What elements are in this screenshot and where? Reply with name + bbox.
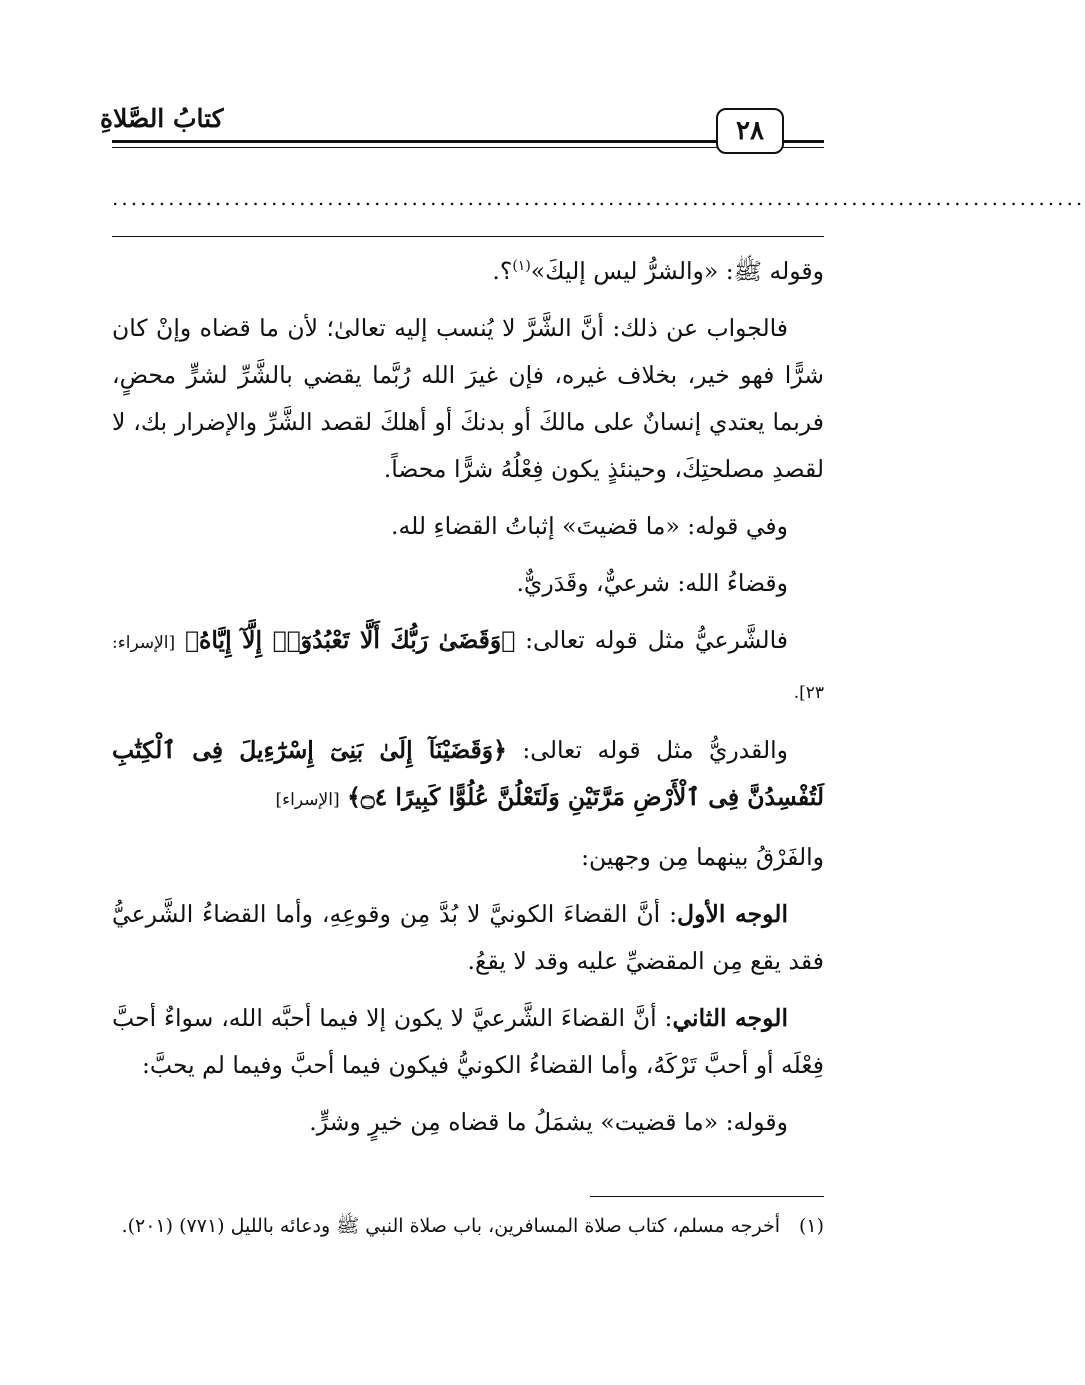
continuation-dots: ........................................................................................................ (112, 186, 1085, 210)
paragraph-5: فالشَّرعيُّ مثل قوله تعالى: ﴿وَقَضَىٰ رَبُّكَ أَلَّا تَعْبُدُوٓا۟ إِلَّآ إِيَّاهُ﴾ [الإسراء: ٢٣]. (112, 626, 824, 703)
point-label: الوجه الثاني (672, 1004, 788, 1032)
verse-reference: [الإسراء: ٢٣]. (112, 633, 824, 703)
paragraph-4: وقضاءُ الله: شرعيٌّ، وقَدَريٌّ. (516, 569, 788, 597)
paragraph-7: والفَرْقُ بينهما مِن وجهين: (581, 843, 824, 871)
paragraph-6: والقدريُّ مثل قوله تعالى: ﴿وَقَضَيْنَآ إِلَىٰ بَنِىٓ إِسْرَٰٓءِيلَ فِى ٱلْكِتَٰبِ لَتُفْسِدُنَّ فِى ٱلْأَرْضِ مَرَّتَيْنِ وَلَتَعْلُنَّ عُلُوًّا كَبِيرًا ۝٤﴾ [الإسراء] (112, 736, 824, 811)
point-label: الوجه الأول (677, 900, 788, 928)
paragraph-10: وقوله: «ما قضيت» يشمَلُ ما قضاه مِن خيرٍ وشرٍّ. (309, 1108, 788, 1136)
paragraph-3: وفي قوله: «ما قضيتَ» إثباتُ القضاءِ لله. (391, 512, 788, 540)
footnote (112, 1208, 824, 1244)
footnote-number: (١) (798, 1215, 824, 1237)
footnote-ref: (١) (512, 258, 531, 275)
body-text (112, 248, 824, 1156)
paragraph-8: الوجه الأول: أنَّ القضاءَ الكونيَّ لا بُدَّ مِن وقوعِهِ، وأما القضاءُ الشَّرعيُّ فقد يقع مِن المقضيِّ عليه وقد لا يقعُ. (112, 900, 824, 975)
running-header-title: كتابُ الصَّلاةِ (100, 104, 224, 133)
footnote-text: أخرجه مسلم، كتاب صلاة المسافرين، باب صلاة النبي ﷺ ودعائه بالليل (٧٧١) (٢٠١). (121, 1215, 780, 1237)
verse-reference: [الإسراء] (275, 790, 340, 810)
quran-verse: ﴿وَقَضَيْنَآ إِلَىٰ بَنِىٓ إِسْرَٰٓءِيلَ فِى ٱلْكِتَٰبِ لَتُفْسِدُنَّ فِى ٱلْأَرْضِ مَرَّتَيْنِ وَلَتَعْلُنَّ عُلُوًّا كَبِيرًا ۝٤﴾ (112, 736, 824, 811)
paragraph-2: فالجواب عن ذلك: أنَّ الشَّرَّ لا يُنسب إليه تعالىٰ؛ لأن ما قضاه وإنْ كان شرًّا فهو خير، بخلاف غيره، فإن غيرَ الله رُبَّما يقضي بالشَّرِّ لشرٍّ محضٍ، فربما يعتدي إنسانٌ على مالكَ أو بدنكَ أو أهلكَ لقصد الشَّرِّ والإضرار بك، لا لقصدِ مصلحتِكَ، وحينئذٍ يكون فِعْلُهُ شرًّا محضاً. (112, 314, 824, 483)
page-number: ٢٨ (716, 108, 784, 154)
footnote-rule (590, 1196, 824, 1197)
paragraph-9: الوجه الثاني: أنَّ القضاءَ الشَّرعيَّ لا يكون إلا فيما أحبَّه الله، سواءٌ أحبَّ فِعْلَه أو أحبَّ تَرْكَهُ، وأما القضاءُ الكونيُّ فيكون فيما أحبَّ وفيما لم يحبَّ: (112, 1004, 824, 1079)
paragraph-1: وقوله ﷺ: «والشرُّ ليس إليكَ»$^{(١)}$؟. (492, 257, 824, 285)
section-separator (112, 236, 824, 237)
quran-verse: ﴿وَقَضَىٰ رَبُّكَ أَلَّا تَعْبُدُوٓا۟ إِلَّآ إِيَّاهُ﴾ (184, 626, 516, 654)
